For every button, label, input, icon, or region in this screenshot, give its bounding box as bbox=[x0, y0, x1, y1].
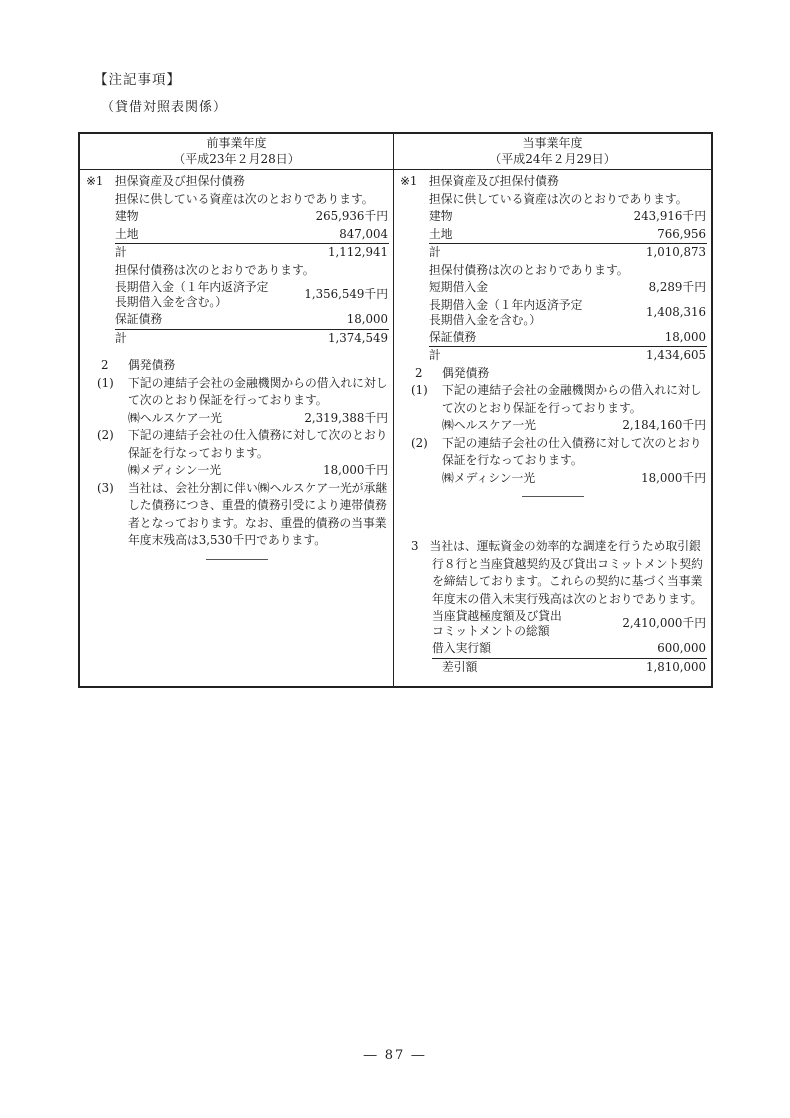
curr-debts-total-label: 計 bbox=[429, 348, 441, 362]
prev-building-value: 265,936千円 bbox=[315, 209, 388, 223]
prev-debts-intro: 担保付債務は次のとおりであります。 bbox=[115, 262, 315, 277]
curr-land-value: 766,956 bbox=[657, 226, 706, 241]
prev-building-label: 建物 bbox=[115, 209, 139, 223]
curr-guarantee-value: 18,000 bbox=[664, 329, 706, 344]
curr-building-label: 建物 bbox=[429, 209, 453, 223]
curr-assets-table bbox=[429, 208, 707, 262]
curr-item1-text: 下記の連結子会社の金融機関からの借入れに対して次のとおり保証を行っております。 bbox=[442, 383, 702, 415]
curr-note3-text: 当社は、運転資金の効率的な調達を行うため取引銀行８行と当座貸越契約及び貸出コミットメント契約を締結しております。これらの契約に基づく当事業年度末の借入未実行残高は次のとおりであります。 bbox=[429, 539, 703, 606]
curr-section-end-rule bbox=[522, 496, 584, 497]
curr-shortterm-label: 短期借入金 bbox=[429, 280, 488, 294]
table-row bbox=[115, 311, 389, 329]
prev-assets-intro: 担保に供している資産は次のとおりであります。 bbox=[115, 191, 374, 206]
prev-longterm-value: 1,356,549千円 bbox=[304, 287, 388, 302]
prev-item1-body bbox=[128, 375, 389, 428]
curr-year-cell bbox=[393, 170, 711, 686]
table-row bbox=[429, 279, 707, 297]
prev-item1-number: (1) bbox=[97, 375, 114, 390]
curr-note2-number: 2 bbox=[415, 365, 423, 380]
prev-item2-company: ㈱メディシン一光 bbox=[128, 463, 222, 477]
prev-note2-item3 bbox=[97, 480, 389, 550]
table-row bbox=[429, 226, 707, 244]
curr-item2-body bbox=[442, 435, 707, 488]
curr-longterm-label-line2: 長期借入金を含む。） bbox=[429, 312, 542, 327]
curr-note3-number: 3 bbox=[411, 539, 419, 553]
curr-note2-title: 偶発債務 bbox=[442, 365, 490, 380]
curr-facility-value: 2,410,000千円 bbox=[622, 616, 706, 631]
prev-item2-amount: 18,000千円 bbox=[323, 463, 388, 477]
curr-note2-item2 bbox=[411, 435, 707, 488]
curr-land-label: 土地 bbox=[429, 226, 453, 241]
curr-guarantee-label: 保証債務 bbox=[429, 329, 477, 344]
prev-debts-total-label: 計 bbox=[115, 330, 127, 345]
curr-debts-intro: 担保付債務は次のとおりであります。 bbox=[429, 262, 629, 277]
curr-debts-total-value: 1,434,605 bbox=[645, 348, 706, 362]
prev-note2-number: 2 bbox=[101, 358, 109, 372]
curr-facility-label bbox=[432, 608, 562, 640]
curr-executed-value: 600,000 bbox=[657, 641, 706, 655]
curr-debts-table bbox=[429, 279, 707, 365]
prev-item1-text: 下記の連結子会社の金融機関からの借入れに対して次のとおり保証を行っております。 bbox=[128, 375, 388, 407]
curr-item1-amount: 2,184,160千円 bbox=[622, 418, 706, 432]
curr-facility-label-line1: 当座貸越極度額及び貸出 bbox=[432, 609, 562, 623]
curr-longterm-label-line1: 長期借入金（１年内返済予定 bbox=[429, 297, 583, 312]
curr-note2-item1 bbox=[411, 382, 707, 435]
prev-note2-heading bbox=[101, 357, 389, 375]
curr-longterm-value: 1,408,316 bbox=[645, 304, 706, 319]
curr-item1-body bbox=[442, 382, 707, 435]
prev-section-end-rule bbox=[206, 559, 268, 560]
curr-year-header bbox=[393, 134, 711, 169]
prev-longterm-label bbox=[115, 279, 268, 311]
table-body-row bbox=[80, 170, 711, 686]
table-row bbox=[429, 329, 707, 347]
table-row bbox=[442, 470, 707, 488]
prev-year-header bbox=[80, 134, 393, 169]
table-row bbox=[442, 417, 707, 435]
prev-longterm-label-line1: 長期借入金（１年内返済予定 bbox=[115, 280, 269, 294]
curr-assets-total-label: 計 bbox=[429, 245, 441, 259]
table-row bbox=[432, 608, 707, 640]
curr-longterm-label bbox=[429, 297, 582, 329]
prev-item2-number: (2) bbox=[97, 428, 114, 442]
prev-note2-title: 偶発債務 bbox=[128, 358, 176, 372]
curr-item2-amount: 18,000千円 bbox=[641, 470, 706, 485]
prev-guarantee-label: 保証債務 bbox=[115, 312, 163, 326]
curr-item2-number: (2) bbox=[411, 435, 428, 450]
curr-facility-label-line2: コミットメントの総額 bbox=[432, 624, 550, 638]
prev-item3-number: (3) bbox=[97, 480, 114, 495]
prev-longterm-label-line2: 長期借入金を含む。） bbox=[115, 295, 228, 309]
prev-land-value: 847,004 bbox=[339, 226, 388, 241]
curr-item1-company: ㈱ヘルスケア一光 bbox=[442, 418, 537, 432]
table-row bbox=[128, 410, 389, 428]
curr-year-date: （平成24年２月29日） bbox=[489, 152, 616, 166]
curr-note3-text-block bbox=[398, 538, 707, 608]
prev-assets-total-label: 計 bbox=[115, 245, 127, 259]
table-row-total bbox=[115, 243, 389, 262]
curr-item2-text: 下記の連結子会社の仕入債務に対して次のとおり保証を行なっております。 bbox=[442, 435, 702, 467]
curr-building-value: 243,916千円 bbox=[633, 209, 706, 223]
prev-item1-company: ㈱ヘルスケア一光 bbox=[128, 410, 223, 425]
table-row-total bbox=[115, 329, 389, 348]
prev-year-title: 前事業年度 bbox=[206, 136, 267, 150]
curr-balance-label: 差引額 bbox=[442, 659, 478, 674]
prev-assets-total-value: 1,112,941 bbox=[327, 245, 388, 259]
prev-land-label: 土地 bbox=[115, 226, 139, 241]
prev-guarantee-value: 18,000 bbox=[346, 312, 388, 326]
table-row-total bbox=[429, 243, 707, 262]
prev-item3-text: 当社は、会社分割に伴い㈱ヘルスケア一光が承継した債務につき、重畳的債務引受により連帯債務者となっております。なお、重畳的債務の当事業年度末残高は3,530千円であります。 bbox=[128, 480, 388, 547]
prev-item2-text: 下記の連結子会社の仕入債務に対して次のとおり保証を行なっております。 bbox=[128, 428, 388, 460]
table-row-total bbox=[432, 658, 707, 677]
curr-note1-title: 担保資産及び担保付債務 bbox=[429, 174, 559, 188]
prev-note1-heading bbox=[84, 173, 389, 191]
prev-debts-table bbox=[115, 279, 389, 347]
table-row bbox=[432, 640, 707, 658]
prev-assets-table bbox=[115, 208, 389, 262]
prev-item2-body bbox=[128, 427, 389, 480]
curr-item1-number: (1) bbox=[411, 383, 428, 397]
curr-assets-intro: 担保に供している資産は次のとおりであります。 bbox=[429, 191, 688, 206]
curr-note1-heading bbox=[398, 173, 707, 191]
table-row-total bbox=[429, 346, 707, 365]
curr-note1-mark: ※1 bbox=[400, 174, 418, 188]
prev-note2-item2 bbox=[97, 427, 389, 480]
curr-note2-heading bbox=[415, 365, 707, 383]
prev-year-cell bbox=[80, 170, 393, 686]
curr-year-title: 当事業年度 bbox=[522, 136, 583, 150]
table-row bbox=[115, 208, 389, 226]
table-row bbox=[115, 279, 389, 311]
table-row bbox=[429, 297, 707, 329]
notes-comparison-table bbox=[78, 132, 713, 688]
table-header-row bbox=[80, 134, 711, 170]
notes-heading: 【注記事項】 bbox=[94, 72, 181, 88]
curr-assets-total-value: 1,010,873 bbox=[645, 245, 706, 259]
curr-executed-label: 借入実行額 bbox=[432, 641, 491, 655]
prev-debts-total-value: 1,374,549 bbox=[327, 330, 388, 345]
curr-balance-value: 1,810,000 bbox=[645, 659, 706, 674]
prev-year-date: （平成23年２月28日） bbox=[173, 152, 300, 166]
page-number: ― 87 ― bbox=[363, 1048, 427, 1063]
curr-shortterm-value: 8,289千円 bbox=[648, 280, 706, 294]
prev-note2-item1 bbox=[97, 375, 389, 428]
table-row bbox=[128, 462, 389, 480]
prev-note1-mark: ※1 bbox=[86, 174, 104, 188]
curr-item2-company: ㈱メディシン一光 bbox=[442, 470, 536, 485]
table-row bbox=[429, 208, 707, 226]
prev-item1-amount: 2,319,388千円 bbox=[304, 410, 388, 425]
table-row bbox=[115, 226, 389, 244]
curr-note3-table bbox=[432, 608, 707, 676]
balance-sheet-subheading: （貸借対照表関係） bbox=[101, 100, 228, 115]
prev-note1-title: 担保資産及び担保付債務 bbox=[115, 174, 245, 188]
